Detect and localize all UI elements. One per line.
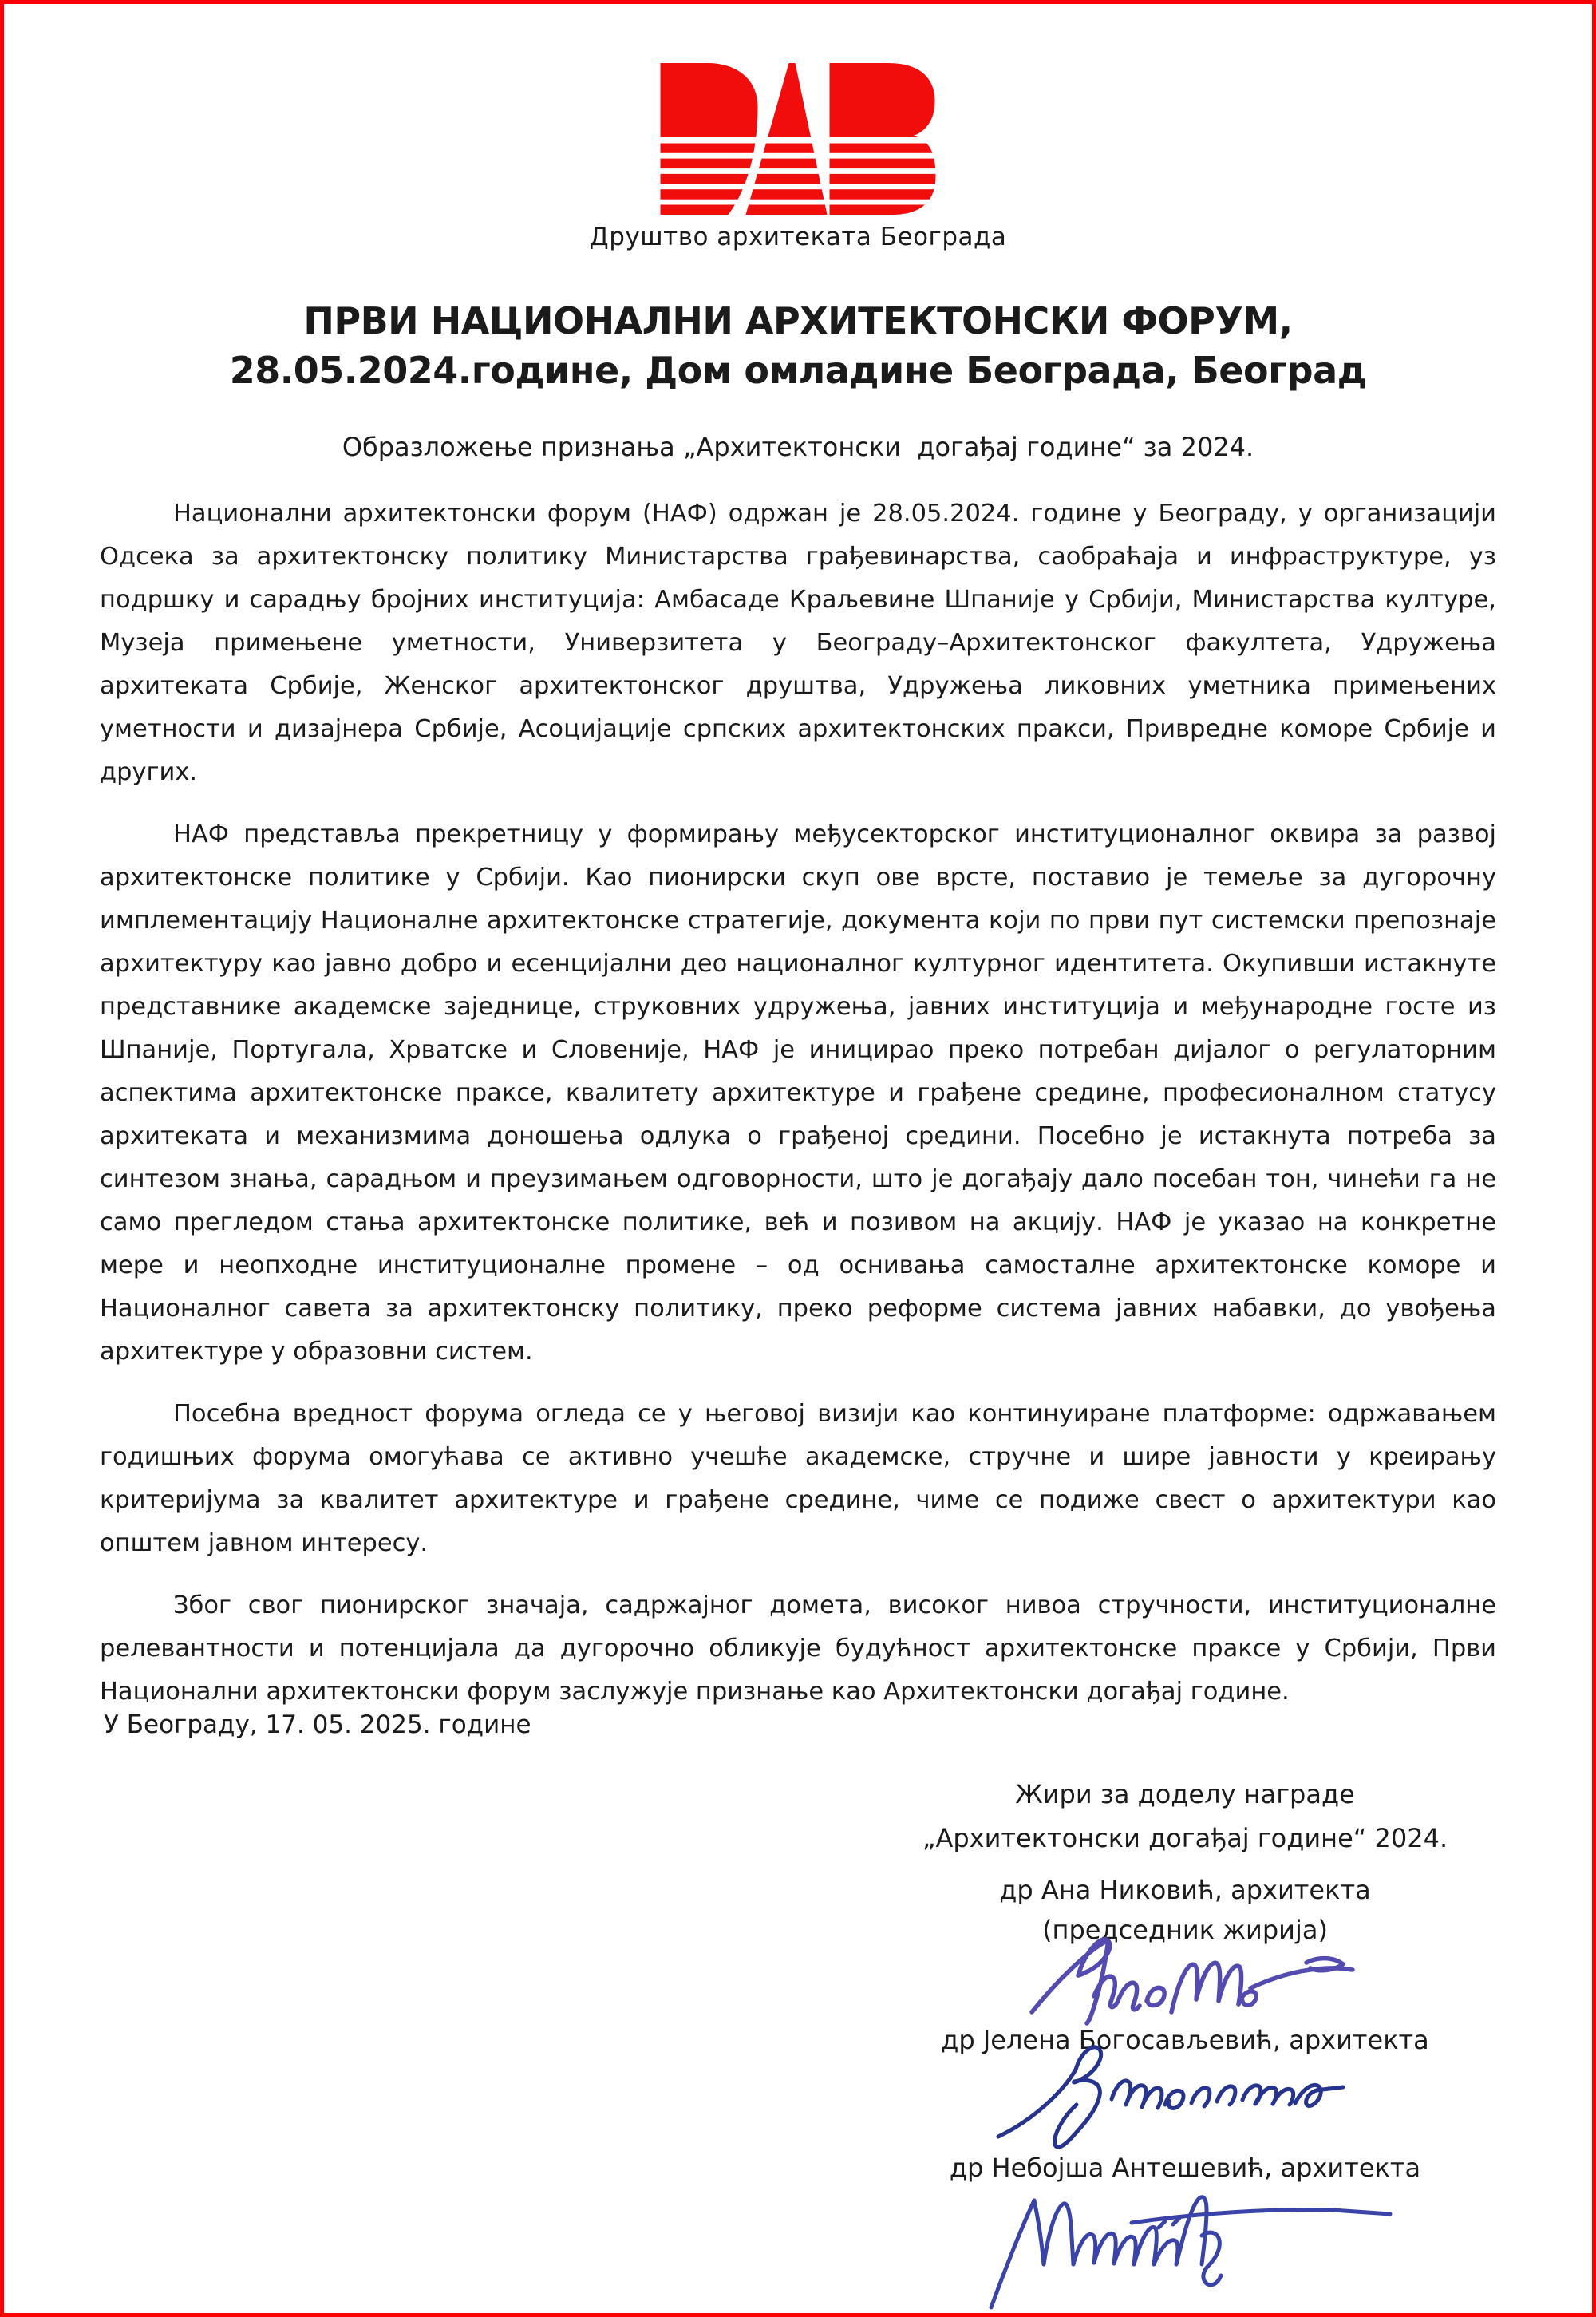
jury-member-name-3: др Небојша Антешевић, архитекта bbox=[949, 2153, 1421, 2183]
dab-logo-icon bbox=[660, 63, 936, 215]
document-subtitle: Образложење признања „Архитектонски догађај године“ за 2024. bbox=[342, 432, 1254, 462]
document-content bbox=[4, 4, 1592, 1714]
jury-heading-line1: Жири за доделу награде bbox=[1015, 1779, 1355, 1809]
document-body bbox=[100, 492, 1496, 1714]
jury-member-role-1: (председник жирија) bbox=[1042, 1915, 1328, 1945]
paragraph-1: Национални архитектонски форум (НАФ) одржан је 28.05.2024. године у Београду, у организацији Одсека за архитектонску политику Министарства грађевинарства, саобраћаја и инфраструктуре, уз подршку и сарадњу бројних институција: Амбасаде Краљевине Шпаније у Србији, Министарства културе, Музеја примењене уметности, Универзитета у Београду–Архитектонског факултета, Удружења архитеката Србије, Женског архитектонског друштва, Удружења ликовних уметника примењених уметности и дизајнера Србије, Асоцијације српских архитектонских пракси, Привредне коморе Србије и других. bbox=[100, 500, 1496, 786]
document-title-line2: 28.05.2024.године, Дом омладине Београда, Београд bbox=[229, 349, 1367, 392]
paragraph-3: Посебна вредност форума огледа се у његовој визији као континуиране платформе: одржавањем годишњих форума омогућава се активно учешће академске, стручне и шире јавности у креирању критеријума за квалитет архитектуре и грађене средине, чиме се подиже свест о архитектури као општем јавном интересу. bbox=[100, 1400, 1496, 1557]
signature-ana-nikovic-image bbox=[1025, 1931, 1361, 2026]
jury-member-name-2: др Јелена Богосављевић, архитекта bbox=[941, 2025, 1429, 2055]
logo-caption: Друштво архитеката Београда bbox=[589, 223, 1007, 251]
paragraph-4: Због свог пионирског значаја, садржајног домета, високог нивоа стручности, институционалне релевантности и потенцијала да дугорочно обликује будућност архитектонске праксе у Србији, Први Национални архитектонски форум заслужује признање као Архитектонски догађај године. bbox=[100, 1591, 1496, 1706]
jury-member-name-1: др Ана Никовић, архитекта bbox=[999, 1875, 1371, 1905]
jury-heading-line2: „Архитектонски догађај године“ 2024. bbox=[922, 1823, 1448, 1853]
document-title-line1: ПРВИ НАЦИОНАЛНИ АРХИТЕКТОНСКИ ФОРУМ, bbox=[303, 299, 1293, 342]
signature-jelena-bogosavljevic-image bbox=[994, 2039, 1353, 2155]
signature-nebojsa-antesevic-image bbox=[982, 2186, 1404, 2312]
paragraph-2: НАФ представља прекретницу у формирању међусекторског институционалног оквира за развој архитектонске политике у Србији. Као пионирски скуп ове врсте, поставио је темеље за дугорочну имплементацију Националне архитектонске стратегије, документа који по први пут системски препознаје архитектуру као јавно добро и есенцијални део националног културног идентитета. Окупивши истакнуте представнике академске заједнице, струковних удружења, јавних институција и међународне госте из Шпаније, Португала, Хрватске и Словеније, НАФ је иницирао преко потребан дијалог о регулаторним аспектима архитектонске праксе, квалитету архитектуре и грађене средине, професионалном статусу архитеката и механизмима доношења одлука о грађеној средини. Посебно је истакнута потреба за синтезом знања, сарадњом и преузимањем одговорности, што је догађају дало посебан тон, чинећи га не само прегледом стања архитектонске политике, већ и позивом на акцију. НАФ је указао на конкретне мере и неопходне институционалне промене – од оснивања самосталне архитектонске коморе и Националног савета за архитектонску политику, преко реформе система јавних набавки, до увођења архитектуре у образовни систем. bbox=[100, 820, 1496, 1366]
document-title bbox=[100, 296, 1496, 395]
date-line: У Београду, 17. 05. 2025. године bbox=[104, 1710, 531, 1739]
